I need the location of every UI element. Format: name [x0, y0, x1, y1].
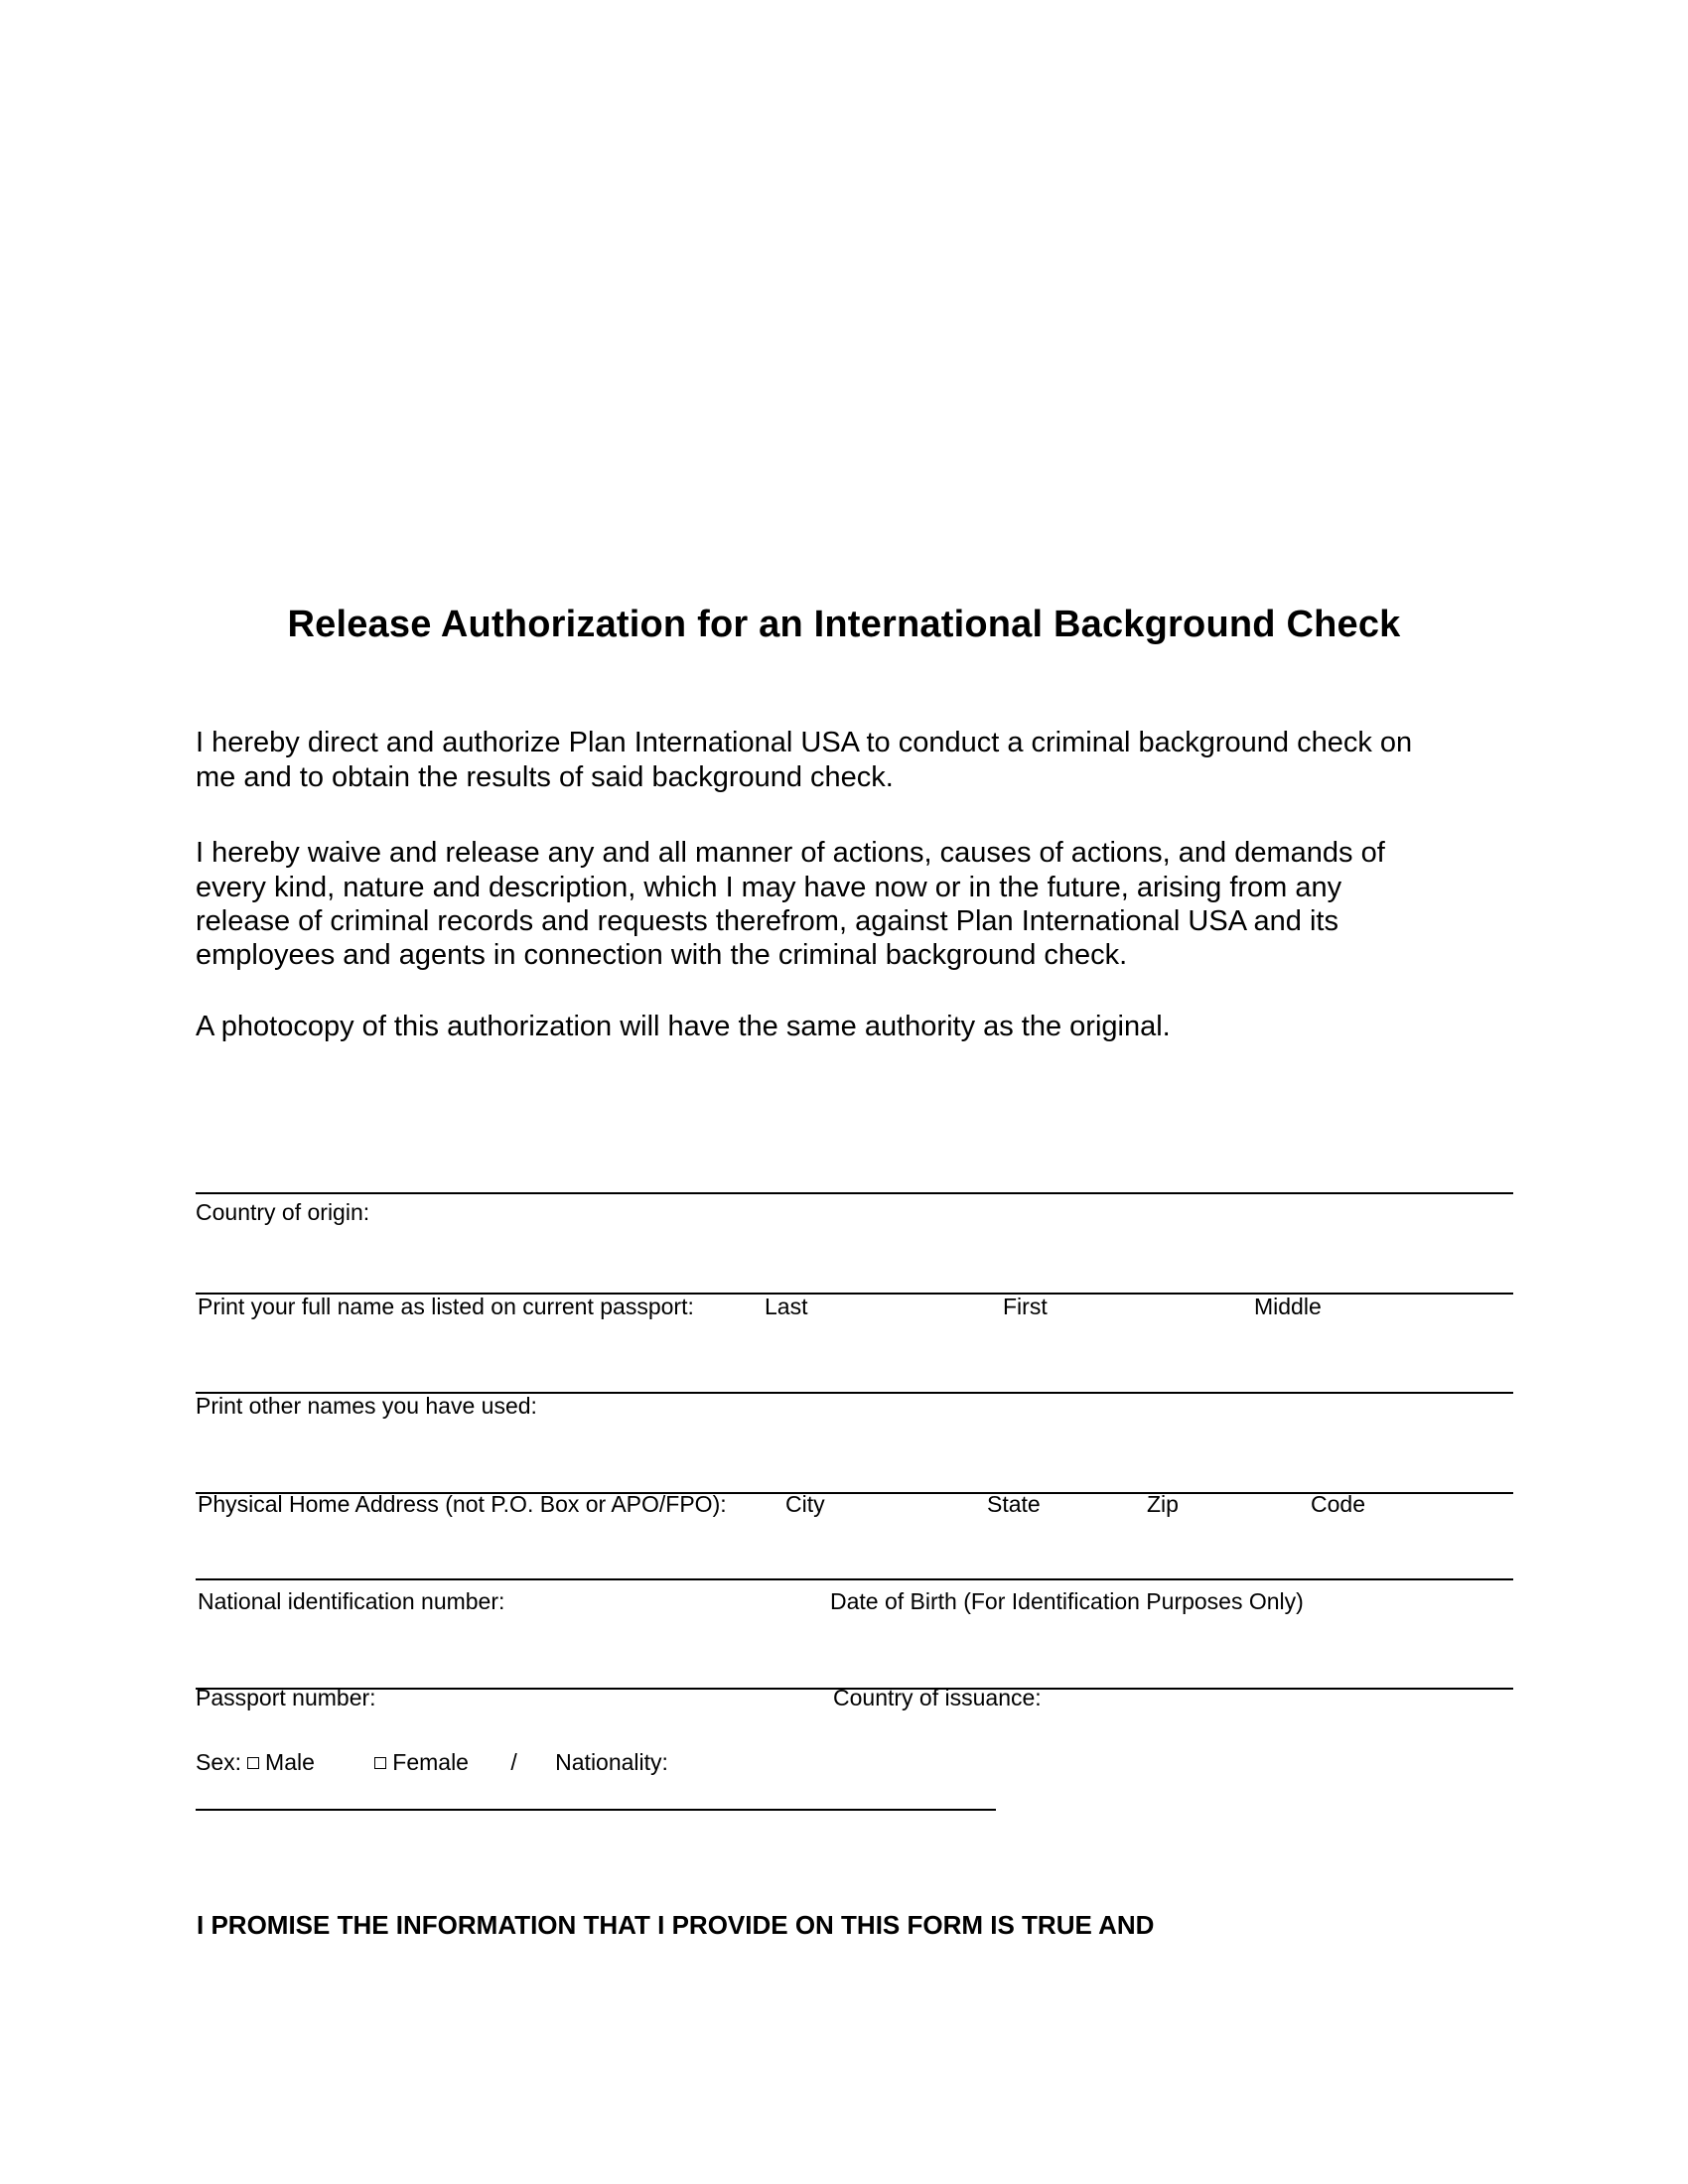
- female-checkbox[interactable]: [374, 1757, 386, 1769]
- passport-number-label: Passport number:: [196, 1685, 376, 1710]
- address-label: Physical Home Address (not P.O. Box or APO/FPO):: [198, 1491, 727, 1517]
- nationality-line[interactable]: [196, 1809, 996, 1811]
- male-checkbox[interactable]: [247, 1757, 259, 1769]
- paragraph-waiver-line-4: employees and agents in connection with the criminal background check.: [196, 939, 1128, 971]
- document-title: Release Authorization for an International Background Check: [287, 604, 1401, 645]
- country-of-origin-line[interactable]: [196, 1192, 1513, 1194]
- address-city-label: City: [785, 1491, 825, 1517]
- sex-nationality-separator: /: [510, 1749, 517, 1775]
- full-name-label: Print your full name as listed on current passport:: [198, 1294, 694, 1319]
- sex-label: Sex:: [196, 1749, 242, 1775]
- national-id-dob-line[interactable]: [196, 1578, 1513, 1580]
- address-code-label: Code: [1311, 1491, 1365, 1517]
- full-name-first-label: First: [1003, 1294, 1048, 1319]
- national-id-label: National identification number:: [198, 1588, 505, 1614]
- female-label: Female: [392, 1749, 469, 1775]
- country-of-issuance-label: Country of issuance:: [833, 1685, 1042, 1710]
- paragraph-waiver-line-2: every kind, nature and description, which I may have now or in the future, arising from any: [196, 872, 1342, 903]
- paragraph-waiver-line-3: release of criminal records and requests therefrom, against Plan International USA and its: [196, 905, 1338, 937]
- full-name-last-label: Last: [765, 1294, 808, 1319]
- paragraph-waiver-line-1: I hereby waive and release any and all manner of actions, causes of actions, and demands of: [196, 837, 1385, 869]
- paragraph-authorize-line-1: I hereby direct and authorize Plan International USA to conduct a criminal background check on: [196, 727, 1413, 758]
- male-label: Male: [265, 1749, 315, 1775]
- country-of-origin-label: Country of origin:: [196, 1199, 370, 1225]
- nationality-label: Nationality:: [555, 1749, 668, 1775]
- sex-row: [196, 1749, 668, 1776]
- address-state-label: State: [987, 1491, 1041, 1517]
- address-zip-label: Zip: [1147, 1491, 1179, 1517]
- full-name-middle-label: Middle: [1254, 1294, 1322, 1319]
- paragraph-photocopy: A photocopy of this authorization will have the same authority as the original.: [196, 1011, 1171, 1042]
- promise-statement: I PROMISE THE INFORMATION THAT I PROVIDE ON THIS FORM IS TRUE AND: [197, 1910, 1155, 1940]
- date-of-birth-label: Date of Birth (For Identification Purposes Only): [830, 1588, 1304, 1614]
- paragraph-authorize-line-2: me and to obtain the results of said background check.: [196, 761, 894, 793]
- other-names-label: Print other names you have used:: [196, 1393, 537, 1419]
